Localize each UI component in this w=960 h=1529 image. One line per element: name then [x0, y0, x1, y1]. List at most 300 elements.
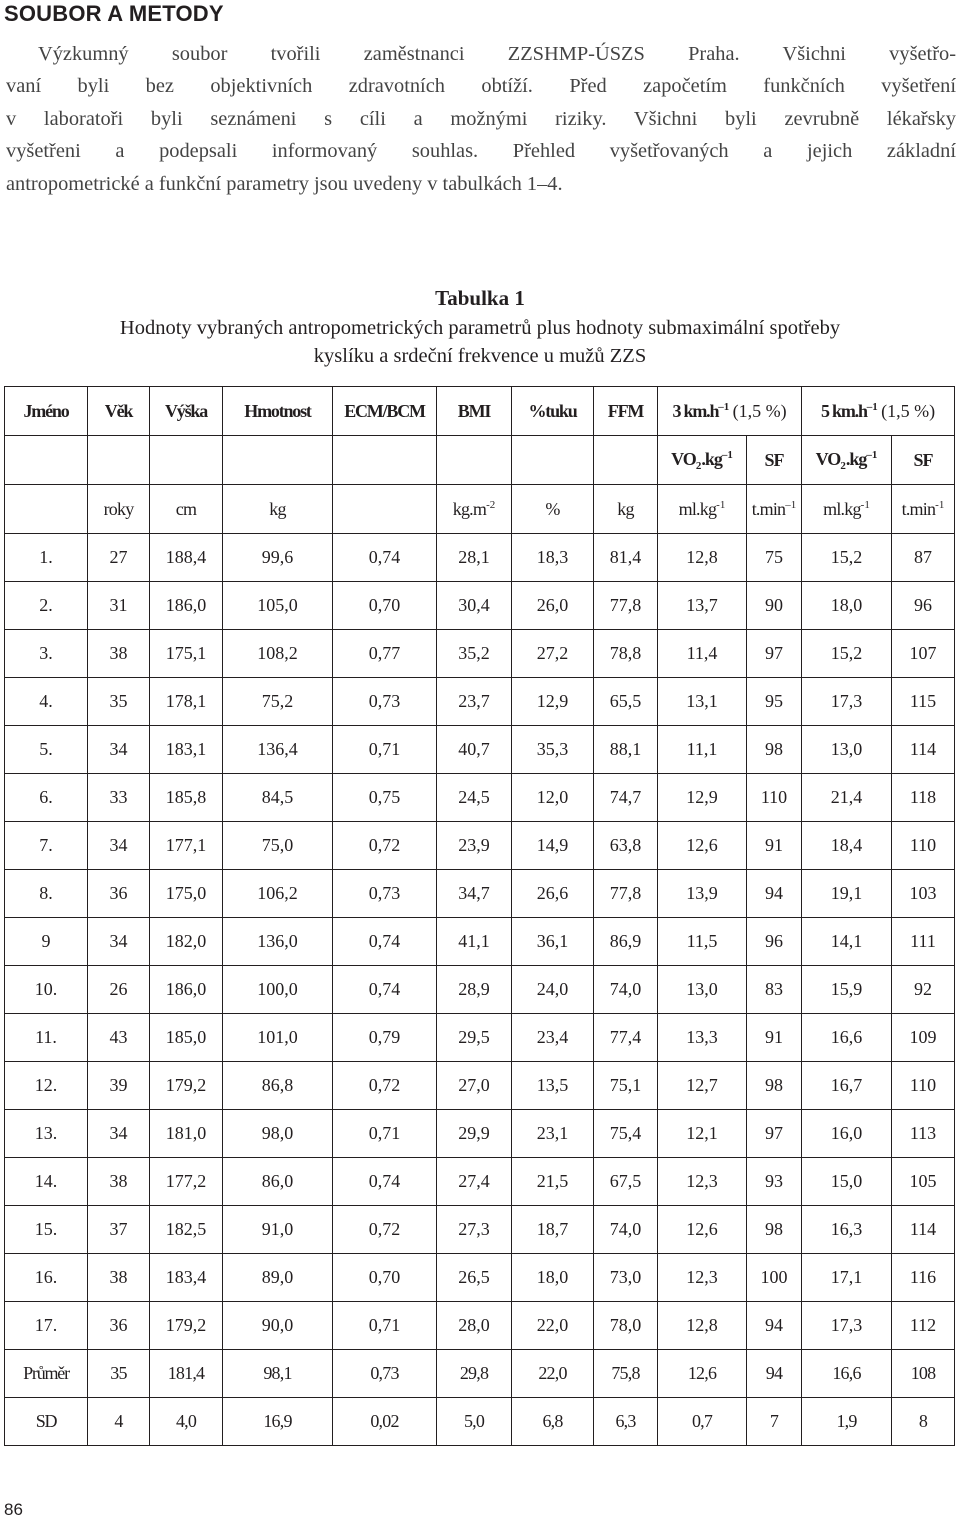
table-cell: 6,3 [594, 1398, 658, 1446]
table-cell: 86,8 [223, 1062, 333, 1110]
table-cell: 4,0 [150, 1398, 223, 1446]
table-caption-line: kyslíku a srdeční frekvence u mužů ZZS [313, 345, 647, 367]
paragraph-line: Výzkumný soubor tvořili zaměstnanci ZZSHMP-ÚSZS Praha. Všichni vyšetřo- [38, 43, 956, 65]
table-cell: 15,9 [802, 966, 892, 1014]
page-number: 86 [4, 1500, 23, 1519]
table-cell: 78,0 [594, 1302, 658, 1350]
table-cell: 0,72 [333, 822, 437, 870]
table-row [5, 1206, 955, 1254]
table-cell: 63,8 [594, 822, 658, 870]
table-cell: 36 [88, 1302, 150, 1350]
table-cell: 43 [88, 1014, 150, 1062]
table-cell: 105,0 [223, 582, 333, 630]
table-cell: 11,1 [658, 726, 747, 774]
table-cell: 0,74 [333, 534, 437, 582]
unit-cell: cm [150, 485, 223, 534]
table-cell: 27,0 [437, 1062, 512, 1110]
table-cell: 177,1 [150, 822, 223, 870]
table-cell: 106,2 [223, 870, 333, 918]
empty-cell [333, 485, 437, 534]
empty-cell [88, 436, 150, 485]
table-cell: 27,2 [512, 630, 594, 678]
row-label-cell: 16. [5, 1254, 88, 1302]
table-row [5, 870, 955, 918]
table-cell: 29,8 [437, 1350, 512, 1398]
paragraph-line: antropometrické a funkční parametry jsou uvedeny v tabulkách 1–4. [6, 172, 563, 195]
table-cell: 108,2 [223, 630, 333, 678]
table-cell: 13,0 [658, 966, 747, 1014]
table-cell: 14,1 [802, 918, 892, 966]
subheader-cell-sf: SF [892, 436, 955, 485]
table-cell: 118 [892, 774, 955, 822]
unit-base: ml.kg [823, 498, 861, 519]
table-cell: 18,0 [512, 1254, 594, 1302]
empty-cell [333, 436, 437, 485]
table-cell: 94 [747, 1302, 802, 1350]
table-cell: 0,71 [333, 1110, 437, 1158]
table-cell: 105 [892, 1158, 955, 1206]
table-cell: 97 [747, 1110, 802, 1158]
table-cell: 67,5 [594, 1158, 658, 1206]
table-cell: 21,5 [512, 1158, 594, 1206]
table-row [5, 1158, 955, 1206]
table-cell: 89,0 [223, 1254, 333, 1302]
table-cell: 108 [892, 1350, 955, 1398]
table-cell: 0,73 [333, 678, 437, 726]
paragraph-line: v laboratoři byli seznámeni s cíli a možnými riziky. Všichni byli zevrubně lékařsky [6, 107, 956, 130]
table-cell: 98,0 [223, 1110, 333, 1158]
table-cell: 186,0 [150, 582, 223, 630]
table-cell: 0,77 [333, 630, 437, 678]
table-cell: 0,74 [333, 918, 437, 966]
table-cell: 81,4 [594, 534, 658, 582]
table-title: Tabulka 1 [435, 286, 525, 310]
table-cell: 74,0 [594, 966, 658, 1014]
table-cell: 91 [747, 822, 802, 870]
table-summary [5, 1350, 955, 1446]
table-cell: 109 [892, 1014, 955, 1062]
row-label-cell: 12. [5, 1062, 88, 1110]
table-cell: 0,72 [333, 1062, 437, 1110]
table-cell: 0,70 [333, 1254, 437, 1302]
table-cell: 94 [747, 870, 802, 918]
table-cell: 75,4 [594, 1110, 658, 1158]
table-row [5, 678, 955, 726]
table-cell: 38 [88, 1254, 150, 1302]
table-cell: 18,0 [802, 582, 892, 630]
table-cell: 17,1 [802, 1254, 892, 1302]
row-label-cell: 6. [5, 774, 88, 822]
empty-cell [437, 436, 512, 485]
table-cell: 84,5 [223, 774, 333, 822]
table-cell: 34 [88, 726, 150, 774]
header-cell: Hmotnost [223, 387, 333, 436]
table-cell: 30,4 [437, 582, 512, 630]
row-label-cell: 10. [5, 966, 88, 1014]
table-cell: 13,0 [802, 726, 892, 774]
table-cell: 77,8 [594, 870, 658, 918]
table-row [5, 1302, 955, 1350]
header-cell-speed-5 [802, 387, 955, 436]
table-cell: 19,1 [802, 870, 892, 918]
table-cell: 87 [892, 534, 955, 582]
table-cell: 28,1 [437, 534, 512, 582]
table-cell: 17,3 [802, 1302, 892, 1350]
header-cell: ECM/BCM [333, 387, 437, 436]
units-row [5, 485, 955, 534]
table-cell: 77,4 [594, 1014, 658, 1062]
table-cell: 0,73 [333, 870, 437, 918]
table-cell: 86,0 [223, 1158, 333, 1206]
table-cell: 0,70 [333, 582, 437, 630]
table-cell: 175,0 [150, 870, 223, 918]
table-cell: 115 [892, 678, 955, 726]
header-cell: Výška [150, 387, 223, 436]
table-cell: 37 [88, 1206, 150, 1254]
table-cell: 75,1 [594, 1062, 658, 1110]
table-cell: 74,7 [594, 774, 658, 822]
table-cell: 98 [747, 1206, 802, 1254]
table-cell: 111 [892, 918, 955, 966]
table-cell: 16,9 [223, 1398, 333, 1446]
row-label-cell: 13. [5, 1110, 88, 1158]
table-cell: 179,2 [150, 1062, 223, 1110]
table-row [5, 1254, 955, 1302]
table-cell: 12,7 [658, 1062, 747, 1110]
table-cell: 35,3 [512, 726, 594, 774]
table-cell: 183,1 [150, 726, 223, 774]
table-cell: 16,6 [802, 1014, 892, 1062]
table-cell: 182,0 [150, 918, 223, 966]
table-cell: 182,5 [150, 1206, 223, 1254]
empty-cell [5, 485, 88, 534]
table-cell: 39 [88, 1062, 150, 1110]
header-cell: %tuku [512, 387, 594, 436]
table-cell: 181,0 [150, 1110, 223, 1158]
table-cell: 12,6 [658, 1350, 747, 1398]
table-cell: 116 [892, 1254, 955, 1302]
table-row [5, 918, 955, 966]
table-cell: 94 [747, 1350, 802, 1398]
row-label-cell: 8. [5, 870, 88, 918]
speed-exponent: –1 [718, 400, 730, 413]
unit-base: t.min [751, 498, 786, 519]
table-cell: 136,0 [223, 918, 333, 966]
row-label-cell: 2. [5, 582, 88, 630]
unit-exponent: -1 [716, 498, 726, 511]
unit-cell [747, 485, 802, 534]
row-label-cell: 5. [5, 726, 88, 774]
table-cell: 114 [892, 1206, 955, 1254]
table-cell: 185,8 [150, 774, 223, 822]
table-body [5, 534, 955, 1350]
table-cell: 18,4 [802, 822, 892, 870]
table-cell: 101,0 [223, 1014, 333, 1062]
table-cell: 90 [747, 582, 802, 630]
table-cell: 15,2 [802, 534, 892, 582]
table-row [5, 582, 955, 630]
table-cell: 99,6 [223, 534, 333, 582]
table-cell: 7 [747, 1398, 802, 1446]
table-cell: 18,7 [512, 1206, 594, 1254]
table-cell: 12,0 [512, 774, 594, 822]
speed-label: 3 km.h [672, 400, 719, 421]
table-cell: 103 [892, 870, 955, 918]
table-cell: 12,6 [658, 822, 747, 870]
table-cell: 188,4 [150, 534, 223, 582]
header-cell: FFM [594, 387, 658, 436]
table-row [5, 822, 955, 870]
table-cell: 65,5 [594, 678, 658, 726]
table-cell: 28,0 [437, 1302, 512, 1350]
table-cell: 91 [747, 1014, 802, 1062]
vo2-exponent: –1 [866, 448, 878, 461]
table-cell: 83 [747, 966, 802, 1014]
table-cell: 22,0 [512, 1350, 594, 1398]
table-row [5, 1014, 955, 1062]
empty-cell [512, 436, 594, 485]
empty-cell [223, 436, 333, 485]
empty-cell [150, 436, 223, 485]
unit-exponent: -2 [486, 498, 496, 511]
table-cell: 34,7 [437, 870, 512, 918]
vo2-unit: .kg [845, 448, 867, 469]
table-cell: 23,1 [512, 1110, 594, 1158]
table-cell: 0,73 [333, 1350, 437, 1398]
table-cell: 27,3 [437, 1206, 512, 1254]
table-row [5, 774, 955, 822]
table-cell: 177,2 [150, 1158, 223, 1206]
table-cell: 18,3 [512, 534, 594, 582]
table-cell: 175,1 [150, 630, 223, 678]
table-cell: 186,0 [150, 966, 223, 1014]
table-cell: 95 [747, 678, 802, 726]
speed-exponent: –1 [866, 400, 878, 413]
table-cell: 27,4 [437, 1158, 512, 1206]
unit-cell: kg [594, 485, 658, 534]
empty-cell [594, 436, 658, 485]
table-cell: 181,4 [150, 1350, 223, 1398]
table-cell: 34 [88, 1110, 150, 1158]
row-label-cell: 14. [5, 1158, 88, 1206]
table-cell: 97 [747, 630, 802, 678]
table-cell: 22,0 [512, 1302, 594, 1350]
table-cell: 4 [88, 1398, 150, 1446]
table-cell: 17,3 [802, 678, 892, 726]
row-label-cell: SD [5, 1398, 88, 1446]
table-cell: 33 [88, 774, 150, 822]
table-cell: 98 [747, 726, 802, 774]
table-cell: 74,0 [594, 1206, 658, 1254]
unit-cell: kg [223, 485, 333, 534]
table-cell: 0,71 [333, 1302, 437, 1350]
table-cell: 91,0 [223, 1206, 333, 1254]
table-cell: 27 [88, 534, 150, 582]
paragraph-line: vyšetřeni a podepsali informovaný souhlas. Přehled vyšetřovaných a jejich základní [6, 140, 956, 163]
table-cell: 12,3 [658, 1254, 747, 1302]
vo2-label: VO [815, 448, 841, 469]
table-cell: 78,8 [594, 630, 658, 678]
header-row [5, 387, 955, 436]
row-label-cell: 7. [5, 822, 88, 870]
unit-cell [802, 485, 892, 534]
table-row [5, 966, 955, 1014]
vo2-label: VO [671, 448, 696, 469]
table-cell: 11,5 [658, 918, 747, 966]
unit-cell [892, 485, 955, 534]
table-cell: 38 [88, 630, 150, 678]
table-cell: 110 [892, 1062, 955, 1110]
table-cell: 0,7 [658, 1398, 747, 1446]
table-cell: 0,72 [333, 1206, 437, 1254]
table-row [5, 726, 955, 774]
table-cell: 34 [88, 822, 150, 870]
table-cell: 100 [747, 1254, 802, 1302]
row-label-cell: 1. [5, 534, 88, 582]
table-cell: 26,0 [512, 582, 594, 630]
table-cell: 29,9 [437, 1110, 512, 1158]
table-cell: 96 [892, 582, 955, 630]
table-cell: 183,4 [150, 1254, 223, 1302]
table-cell: 13,1 [658, 678, 747, 726]
speed-label: 5 km.h [820, 400, 867, 421]
table-cell: 0,74 [333, 1158, 437, 1206]
table-cell: 13,5 [512, 1062, 594, 1110]
table-cell: 40,7 [437, 726, 512, 774]
table-cell: 110 [747, 774, 802, 822]
vo2-subscript: 2 [695, 459, 702, 472]
unit-exponent: –1 [785, 498, 797, 511]
subheader-cell-vo2 [658, 436, 747, 485]
table-cell: 12,9 [658, 774, 747, 822]
table-cell: 31 [88, 582, 150, 630]
paragraph-line: vaní byli bez objektivních zdravotních obtíží. Před započetím funkčních vyšetření [6, 75, 956, 98]
section-heading: SOUBOR A METODY [4, 1, 224, 26]
table-cell: 179,2 [150, 1302, 223, 1350]
table-cell: 0,02 [333, 1398, 437, 1446]
table-cell: 13,3 [658, 1014, 747, 1062]
header-cell: Věk [88, 387, 150, 436]
unit-cell [437, 485, 512, 534]
table-cell: 16,0 [802, 1110, 892, 1158]
table-cell: 88,1 [594, 726, 658, 774]
table-row [5, 630, 955, 678]
unit-base: t.min [901, 498, 936, 519]
summary-row [5, 1398, 955, 1446]
row-label-cell: 15. [5, 1206, 88, 1254]
table-cell: 36,1 [512, 918, 594, 966]
table-cell: 34 [88, 918, 150, 966]
table-cell: 38 [88, 1158, 150, 1206]
vo2-unit: .kg [701, 448, 722, 469]
header-cell: Jméno [5, 387, 88, 436]
unit-cell [658, 485, 747, 534]
table-cell: 75 [747, 534, 802, 582]
table-cell: 12,9 [512, 678, 594, 726]
row-label-cell: 17. [5, 1302, 88, 1350]
table-cell: 73,0 [594, 1254, 658, 1302]
intro-paragraph [6, 38, 956, 200]
table-cell: 185,0 [150, 1014, 223, 1062]
table-row [5, 1062, 955, 1110]
incline-label: (1,5 %) [881, 400, 936, 421]
table-cell: 28,9 [437, 966, 512, 1014]
table-cell: 77,8 [594, 582, 658, 630]
row-label-cell: 3. [5, 630, 88, 678]
unit-base: kg.m [452, 498, 487, 519]
table-cell: 12,6 [658, 1206, 747, 1254]
table-cell: 29,5 [437, 1014, 512, 1062]
table-cell: 24,5 [437, 774, 512, 822]
header-cell-speed-3 [658, 387, 802, 436]
table-cell: 12,1 [658, 1110, 747, 1158]
table-cell: 11,4 [658, 630, 747, 678]
table-cell: 23,7 [437, 678, 512, 726]
unit-cell: roky [88, 485, 150, 534]
table-cell: 15,0 [802, 1158, 892, 1206]
table-cell: 75,0 [223, 822, 333, 870]
table-cell: 178,1 [150, 678, 223, 726]
table-cell: 26 [88, 966, 150, 1014]
table-cell: 92 [892, 966, 955, 1014]
table-cell: 8 [892, 1398, 955, 1446]
table-cell: 136,4 [223, 726, 333, 774]
table-cell: 6,8 [512, 1398, 594, 1446]
table-cell: 36 [88, 870, 150, 918]
table-cell: 0,74 [333, 966, 437, 1014]
table-cell: 86,9 [594, 918, 658, 966]
unit-cell: % [512, 485, 594, 534]
table-cell: 35 [88, 678, 150, 726]
row-label-cell: 9 [5, 918, 88, 966]
subheader-cell-vo2 [802, 436, 892, 485]
subheader-cell-sf: SF [747, 436, 802, 485]
subheader-row [5, 436, 955, 485]
table-cell: 98 [747, 1062, 802, 1110]
table-cell: 107 [892, 630, 955, 678]
table-cell: 0,75 [333, 774, 437, 822]
table-caption-line: Hodnoty vybraných antropometrických parametrů plus hodnoty submaximální spotřeby [119, 317, 841, 339]
table-cell: 96 [747, 918, 802, 966]
table-cell: 35,2 [437, 630, 512, 678]
table-cell: 110 [892, 822, 955, 870]
unit-exponent: -1 [860, 498, 870, 511]
table-cell: 16,3 [802, 1206, 892, 1254]
row-label-cell: 11. [5, 1014, 88, 1062]
table-cell: 13,9 [658, 870, 747, 918]
unit-base: ml.kg [678, 498, 717, 519]
vo2-subscript: 2 [840, 459, 846, 472]
vo2-exponent: –1 [721, 448, 733, 461]
table-cell: 26,6 [512, 870, 594, 918]
table-cell: 41,1 [437, 918, 512, 966]
table-row [5, 534, 955, 582]
table-cell: 23,4 [512, 1014, 594, 1062]
table-cell: 13,7 [658, 582, 747, 630]
table-cell: 26,5 [437, 1254, 512, 1302]
header-cell: BMI [437, 387, 512, 436]
table-cell: 14,9 [512, 822, 594, 870]
incline-label: (1,5 %) [732, 400, 787, 421]
table-cell: 113 [892, 1110, 955, 1158]
table-cell: 16,6 [802, 1350, 892, 1398]
table-cell: 112 [892, 1302, 955, 1350]
table-cell: 90,0 [223, 1302, 333, 1350]
table-cell: 75,2 [223, 678, 333, 726]
empty-cell [5, 436, 88, 485]
table-cell: 15,2 [802, 630, 892, 678]
table-cell: 0,71 [333, 726, 437, 774]
